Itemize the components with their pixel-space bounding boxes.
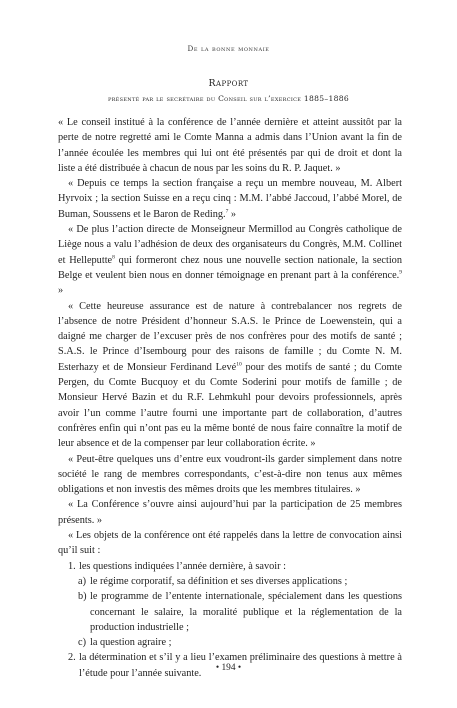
paragraph-text: « Cette heureuse assurance est de nature à contrebalancer nos regrets de l’absence de notre Président d’honneur S.A.S. le Prince de Loewenstein, qui a daigné me charger de l’excuser près de nos confrères pour des motifs de santé ; S.A.S. le Prince d’Isembourg pour des raisons de famille ; du Comte N. M. Esterhazy et de Monsieur Ferdinand Levé	[58, 300, 402, 373]
paragraph-attendance: « La Conférence s’ouvre ainsi aujourd’hui par la participation de 25 membres présents. »	[58, 499, 402, 526]
sub-list-item-text: la question agraire ;	[90, 637, 172, 649]
report-subtitle: présenté par le secrétaire du Conseil sur l’exercice 1885–1886	[107, 94, 350, 103]
list-item	[58, 559, 402, 574]
list-letter: b)	[78, 591, 87, 603]
paragraph-absences	[58, 299, 402, 452]
paragraph-text: qui formeront chez nous une nouvelle section nationale, la section Belge et veulent bien nous en donner témoignage en prenant part à la conférence.	[58, 254, 402, 281]
sub-list-item-text: le régime corporatif, sa définition et ses diverses applications ;	[90, 575, 348, 587]
paragraph-text: « De plus l’action directe de Monseigneur Mermillod au Congrès catholique de Liège nous a valu l’adhésion de deux des organisateurs du Congrès, M.M. Collinet et Helleputte	[58, 224, 402, 266]
paragraph-new-members	[58, 176, 402, 222]
sub-list-item-text: le programme de l’entente internationale, spécialement dans les questions concernant le salaire, la moralité publique et la réglementation de la production industrielle ;	[90, 591, 402, 633]
paragraph-council: « Le conseil institué à la conférence de l’année dernière et atteint aussitôt par la perte de notre regretté ami le Comte Manna a admis dans l’Union avant la fin de l’année écoulée les membres qui lui ont été présentés par qui de droit et dont la liste a été distribuée à chacun de nous par les soins du R. P. Jaquet. »	[58, 117, 402, 174]
list-item-text: les questions indiquées l’année dernière, à savoir :	[79, 560, 287, 572]
paragraph-text: »	[58, 285, 64, 297]
page-number: • 194 •	[215, 663, 242, 673]
paragraph-objects: « Les objets de la conférence ont été rappelés dans la lettre de convocation ainsi qu’il suit :	[58, 530, 402, 557]
report-title: Rapport	[208, 78, 249, 89]
list-number: 1.	[68, 560, 76, 572]
paragraph-correspondents: « Peut-être quelques uns d’entre eux voudront-ils garder simplement dans notre société le rang de membres correspondants, c’est-à-dire non tenus aux mêmes obligations et non investis des mêmes droits que les membres titulaires. »	[58, 453, 402, 496]
paragraph-text: « Depuis ce temps la section française a reçu un membre nouveau, M. Albert Hyrvoix ; la section Suisse en a reçu cinq : M.M. l’abbé Jaccoud, l’abbé Morel, de Buman, Soussens et le Baron de Reding.	[58, 178, 402, 220]
list-number: 2.	[68, 652, 76, 664]
footnote-ref: 9	[399, 269, 402, 276]
sub-list-item	[58, 635, 402, 650]
paragraph-belgian-section	[58, 222, 402, 298]
footnote-ref: 8	[112, 254, 115, 261]
paragraph-text: pour des motifs de santé ; du Comte Pergen, du Comte Bucquoy et du Comte Soderini pour motifs de famille ; de Monsieur Hervé Bazin et du R.F. Lehmkuhl pour devoirs professionnels, après avoir l’un comme l’autre fourni une importante part de collaboration, d’autres confrères enfin qui n’ont pas eu la même bonté de nous faire connaître la motif de leur absence et de la compenser par leur collaboration écrite. »	[58, 361, 402, 450]
footnote-ref: 10	[236, 361, 242, 368]
body-text	[58, 115, 402, 681]
paragraph-text: »	[228, 208, 237, 220]
list-letter: c)	[78, 637, 86, 649]
sub-list-item	[58, 574, 402, 589]
running-head: De la bonne monnaie	[187, 44, 270, 53]
list-letter: a)	[78, 575, 86, 587]
footnote-ref: 7	[225, 208, 229, 215]
sub-list-item	[58, 589, 402, 635]
list-item-text: la détermination et s’il y a lieu l’examen préliminaire des questions à mettre à l’étude pour l’année suivante.	[79, 652, 402, 679]
